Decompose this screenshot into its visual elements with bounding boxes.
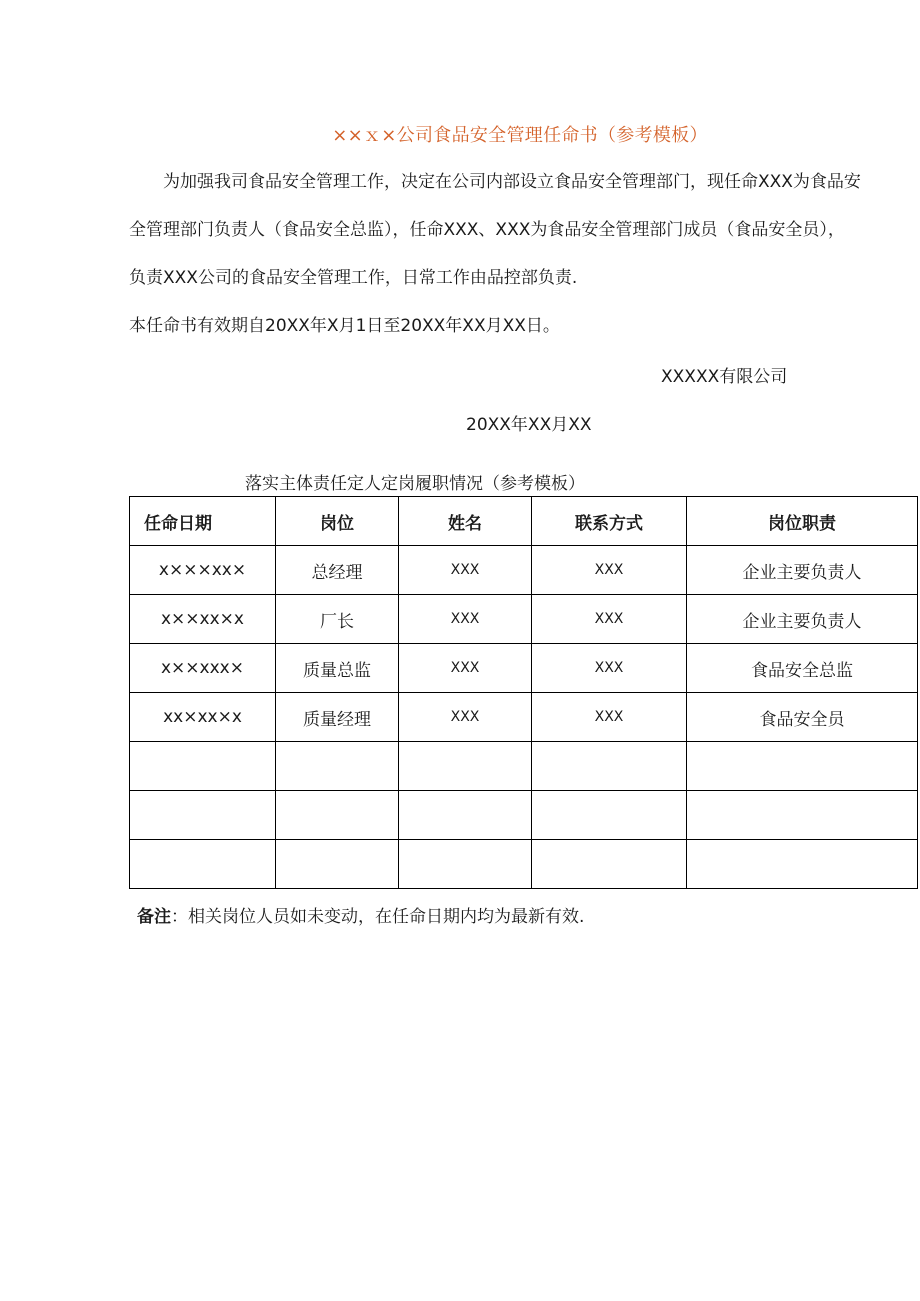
cell-date: x××xx×x [130, 595, 276, 644]
cell-empty [276, 791, 399, 840]
cell-empty [130, 840, 276, 889]
validity-paragraph: 本任命书有效期自20XX年X月1日至20XX年XX月XX日。 [129, 316, 560, 336]
cell-duty: 企业主要负责人 [687, 595, 918, 644]
cell-contact: XXX [532, 644, 687, 693]
table-row [130, 595, 918, 644]
cell-name: XXX [399, 595, 532, 644]
header-appoint-date: 任命日期 [130, 497, 276, 546]
remark-text: ：相关岗位人员如未变动，在任命日期内均为最新有效. [171, 907, 585, 927]
table-header-row [130, 497, 918, 546]
duty-table [129, 496, 918, 889]
cell-duty: 食品安全总监 [687, 644, 918, 693]
table-row-empty [130, 840, 918, 889]
cell-contact: XXX [532, 693, 687, 742]
header-duty: 岗位职责 [687, 497, 918, 546]
cell-name: XXX [399, 693, 532, 742]
appointment-paragraph [129, 158, 919, 302]
cell-empty [399, 840, 532, 889]
cell-duty: 食品安全员 [687, 693, 918, 742]
cell-position: 质量经理 [276, 693, 399, 742]
cell-contact: XXX [532, 595, 687, 644]
cell-name: XXX [399, 546, 532, 595]
cell-position: 厂长 [276, 595, 399, 644]
cell-empty [532, 742, 687, 791]
table-row-empty [130, 742, 918, 791]
cell-name: XXX [399, 644, 532, 693]
cell-contact: XXX [532, 546, 687, 595]
signature-company: XXXXX有限公司 [661, 367, 788, 387]
table-row [130, 693, 918, 742]
header-contact: 联系方式 [532, 497, 687, 546]
paragraph-line: 全管理部门负责人（食品安全总监），任命XXX、XXX为食品安全管理部门成员（食品安全员）， [129, 220, 845, 240]
remark-note [137, 902, 584, 927]
remark-label: 备注 [137, 907, 171, 927]
table-row [130, 644, 918, 693]
cell-empty [532, 840, 687, 889]
cell-empty [399, 791, 532, 840]
cell-position: 质量总监 [276, 644, 399, 693]
table-row [130, 546, 918, 595]
signature-date: 20XX年XX月XX [466, 415, 592, 435]
header-name: 姓名 [399, 497, 532, 546]
cell-empty [276, 742, 399, 791]
cell-empty [399, 742, 532, 791]
header-position: 岗位 [276, 497, 399, 546]
cell-position: 总经理 [276, 546, 399, 595]
cell-empty [130, 742, 276, 791]
table-title: 落实主体责任定人定岗履职情况（参考模板） [245, 474, 585, 494]
cell-empty [130, 791, 276, 840]
paragraph-line: 负责XXX公司的食品安全管理工作，日常工作由品控部负责. [129, 268, 578, 288]
table-row-empty [130, 791, 918, 840]
cell-date: xx×xx×x [130, 693, 276, 742]
cell-empty [276, 840, 399, 889]
cell-empty [532, 791, 687, 840]
cell-duty: 企业主要负责人 [687, 546, 918, 595]
document-title: ××ｘ×公司食品安全管理任命书（参考模板） [332, 125, 708, 146]
cell-date: x×××xx× [130, 546, 276, 595]
cell-empty [687, 840, 918, 889]
cell-empty [687, 742, 918, 791]
cell-date: x××xxx× [130, 644, 276, 693]
cell-empty [687, 791, 918, 840]
paragraph-line: 为加强我司食品安全管理工作，决定在公司内部设立食品安全管理部门，现任命XXX为食品安 [163, 172, 861, 192]
